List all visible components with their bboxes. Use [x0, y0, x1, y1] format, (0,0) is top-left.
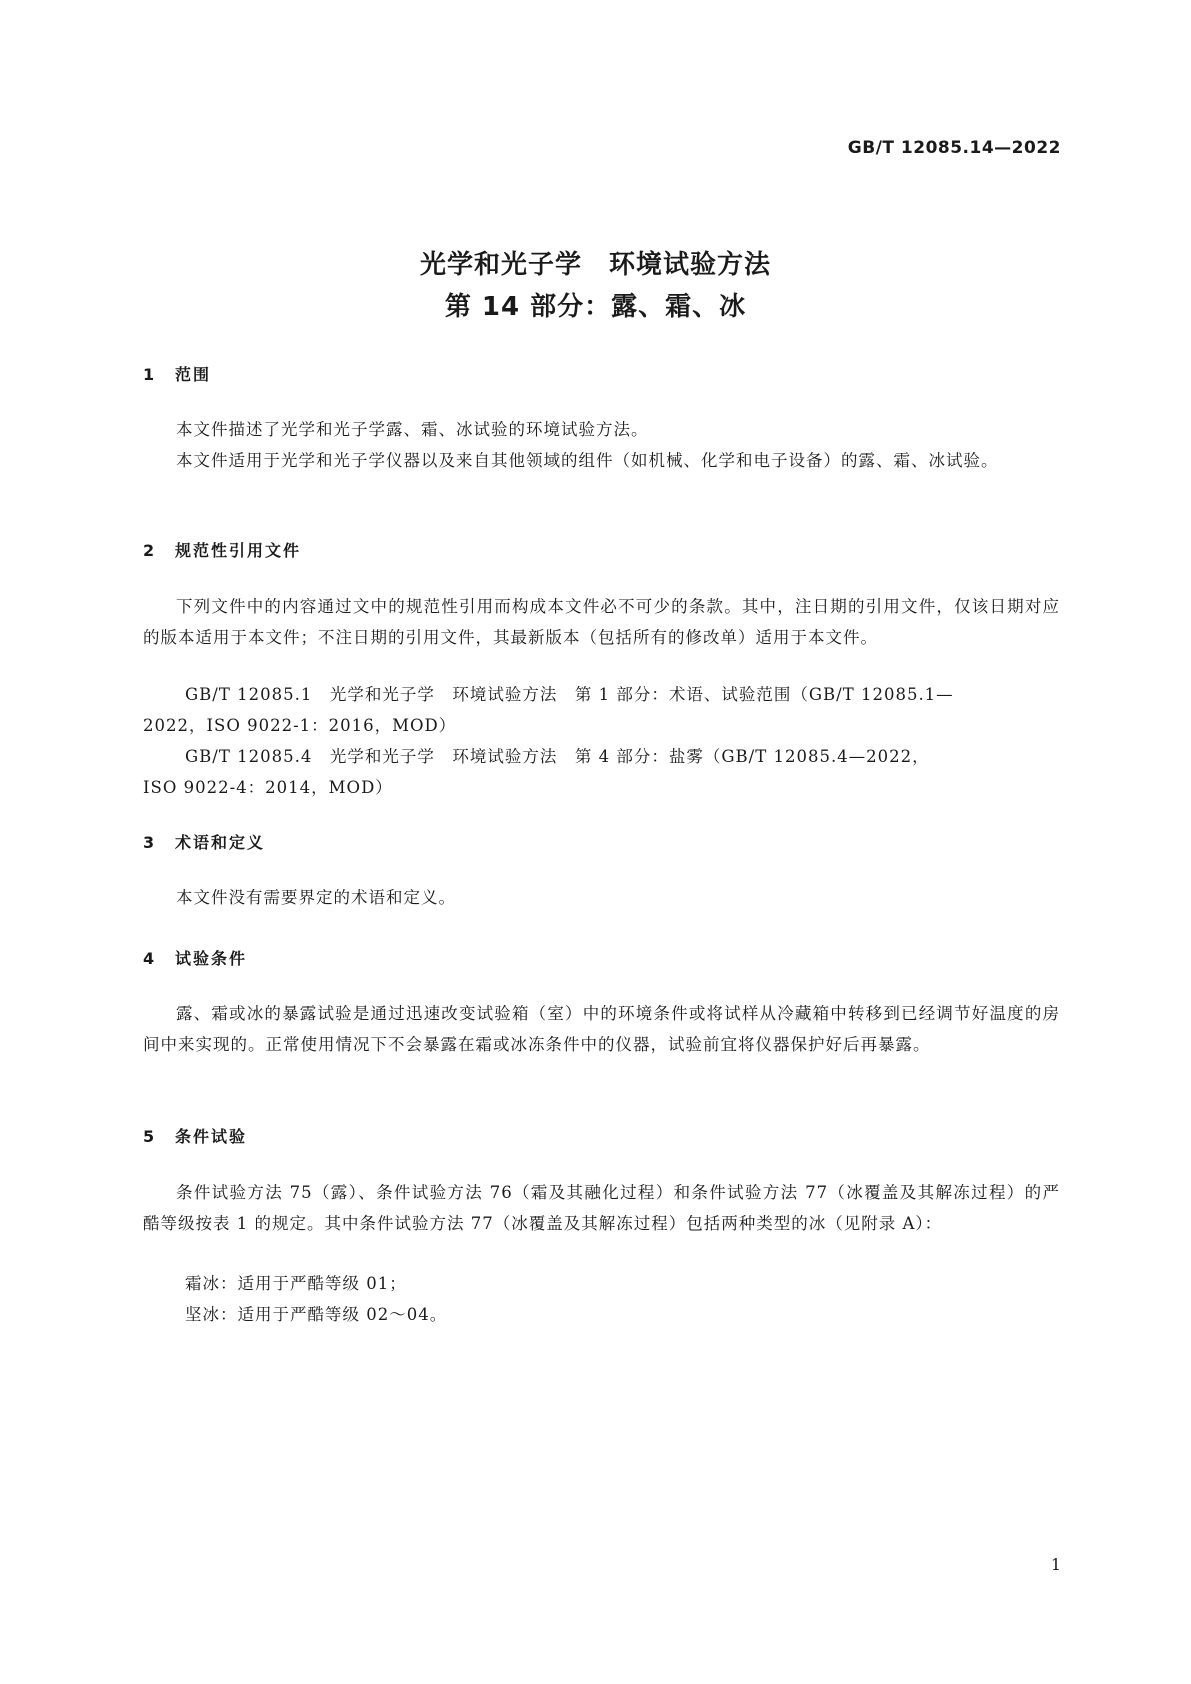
section-2-paragraph-1: 下列文件中的内容通过文中的规范性引用而构成本文件必不可少的条款。其中，注日期的引用文件，仅该日期对应的版本适用于本文件；不注日期的引用文件，其最新版本（包括所有的修改单）适用于本文件。 [143, 597, 1060, 647]
section-1-heading [143, 362, 211, 385]
reference-1-line1: GB/T 12085.1 光学和光子学 环境试验方法 第 1 部分：术语、试验范围（GB/T 12085.1— [185, 685, 954, 704]
section-number: 1 [143, 365, 157, 384]
section-5-item-1: 霜冰：适用于严酷等级 01； [185, 1274, 407, 1293]
section-title: 试验条件 [175, 949, 248, 968]
reference-1-line2: 2022，ISO 9022-1：2016，MOD） [143, 716, 457, 735]
section-title: 术语和定义 [175, 833, 266, 852]
document-title-line1: 光学和光子学 环境试验方法 [419, 250, 771, 280]
reference-2-line2: ISO 9022-4：2014，MOD） [143, 778, 393, 797]
section-5-heading [143, 1124, 247, 1147]
section-4-paragraph-1: 露、霜或冰的暴露试验是通过迅速改变试验箱（室）中的环境条件或将试样从冷藏箱中转移到已经调节好温度的房间中来实现的。正常使用情况下不会暴露在霜或冰冻条件中的仪器，试验前宜将仪器保护好后再暴露。 [143, 1004, 1060, 1054]
section-5-paragraph-1: 条件试验方法 75（露）、条件试验方法 76（霜及其融化过程）和条件试验方法 77（冰覆盖及其解冻过程）的严酷等级按表 1 的规定。其中条件试验方法 77（冰覆盖及其解冻过程）包括两种类型的冰（见附录 A）： [143, 1183, 1060, 1233]
section-2-heading [143, 538, 301, 561]
section-title: 范围 [175, 365, 212, 384]
section-3-heading [143, 830, 265, 853]
section-number: 4 [143, 949, 157, 968]
section-5-item-2: 坚冰：适用于严酷等级 02～04。 [185, 1305, 448, 1324]
section-title: 条件试验 [175, 1127, 248, 1146]
standard-code: GB/T 12085.14—2022 [847, 138, 1061, 158]
page-number: 1 [1050, 1555, 1061, 1574]
section-3-paragraph-1: 本文件没有需要界定的术语和定义。 [176, 888, 456, 907]
section-1-paragraph-1: 本文件描述了光学和光子学露、霜、冰试验的环境试验方法。 [176, 420, 649, 439]
section-number: 2 [143, 541, 157, 560]
section-number: 5 [143, 1127, 157, 1146]
section-number: 3 [143, 833, 157, 852]
section-title: 规范性引用文件 [175, 541, 302, 560]
document-title-line2: 第 14 部分：露、霜、冰 [444, 292, 747, 322]
section-4-heading [143, 946, 247, 969]
reference-2-line1: GB/T 12085.4 光学和光子学 环境试验方法 第 4 部分：盐雾（GB/T 12085.4—2022， [185, 747, 930, 766]
section-1-paragraph-2: 本文件适用于光学和光子学仪器以及来自其他领域的组件（如机械、化学和电子设备）的露、霜、冰试验。 [176, 451, 999, 470]
